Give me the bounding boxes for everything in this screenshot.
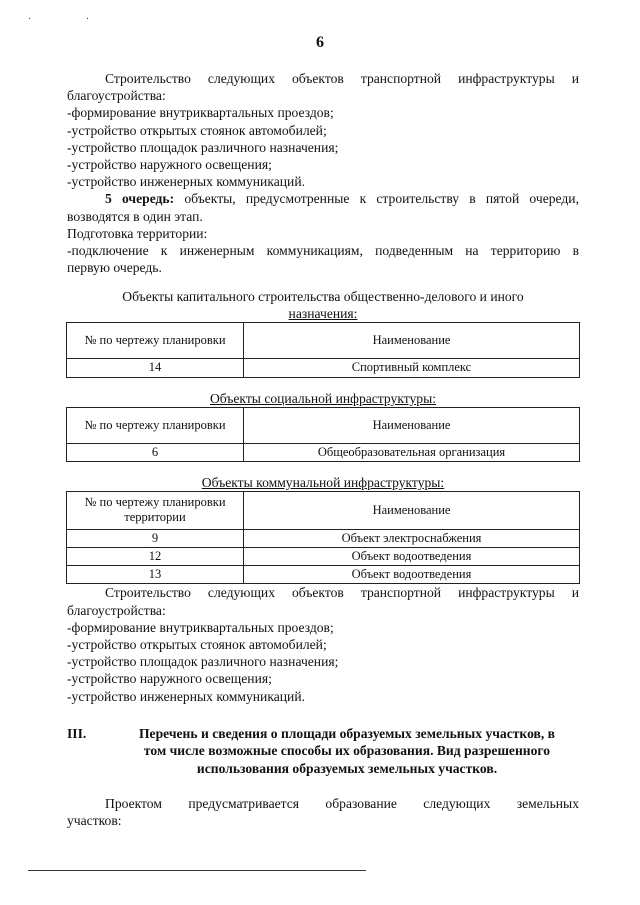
table-cell: Объект электроснабжения: [244, 529, 580, 547]
stage-text: объекты, предусмотренные к строительству в пятой очереди,: [174, 191, 579, 207]
table3-caption: Объекты коммунальной инфраструктуры:: [201, 474, 445, 490]
list-item: -устройство инженерных коммуникаций.: [67, 174, 305, 190]
footer-divider: [28, 870, 366, 871]
table-cell: 6: [67, 443, 244, 461]
block2-intro: Строительство следующих объектов транспортной инфраструктуры и: [105, 585, 579, 601]
table-row: [67, 359, 580, 377]
list-item: -устройство наружного освещения;: [67, 671, 272, 687]
header-cell: Наименование: [244, 491, 580, 529]
section-number: III.: [67, 725, 87, 741]
table-cell: 14: [67, 359, 244, 377]
table-row: [67, 566, 580, 584]
table-header-row: [67, 323, 580, 359]
list-item: -устройство площадок различного назначения;: [67, 654, 339, 670]
stage-label: 5 очередь:: [105, 191, 175, 207]
table3: [66, 491, 580, 585]
table-cell: Объект водоотведения: [244, 566, 580, 584]
table1-caption-cont: назначения:: [288, 306, 358, 322]
table-row: [67, 443, 580, 461]
scan-marks: · ·: [28, 14, 116, 25]
table-header-row: [67, 491, 580, 529]
list-item: -устройство инженерных коммуникаций.: [67, 688, 305, 704]
stage-paragraph: [67, 190, 579, 207]
block1-intro-cont: благоустройства:: [67, 88, 166, 104]
document-body: [67, 70, 579, 830]
table-cell: Объект водоотведения: [244, 548, 580, 566]
header-cell: № по чертежу планировки: [67, 407, 244, 443]
section-title: Перечень и сведения о площади образуемых земельных участков, в том числе возможные способы их образования. Вид разрешенного использования образуемых земельных участков.: [138, 725, 556, 776]
prep-text: -подключение к инженерным коммуникациям, подведенным на территорию в: [67, 243, 579, 259]
table-cell: Общеобразовательная организация: [244, 443, 580, 461]
table-row: [67, 548, 580, 566]
table1-caption: Объекты капитального строительства общественно-делового и иного: [122, 289, 524, 305]
stage-text-cont: возводятся в один этап.: [67, 208, 203, 224]
table2-caption: Объекты социальной инфраструктуры:: [209, 390, 437, 406]
prep-title: Подготовка территории:: [67, 225, 208, 241]
table2: [66, 407, 580, 462]
table-cell: 13: [67, 566, 244, 584]
list-item: -устройство открытых стоянок автомобилей;: [67, 637, 327, 653]
page-number: 6: [316, 34, 324, 51]
table-cell: Спортивный комплекс: [244, 359, 580, 377]
table-row: [67, 529, 580, 547]
list-item: -формирование внутриквартальных проездов;: [67, 105, 334, 121]
table-cell: 12: [67, 548, 244, 566]
header-cell: № по чертежу планировки: [67, 323, 244, 359]
table1: [66, 322, 580, 377]
table-header-row: [67, 407, 580, 443]
closing-paragraph: Проектом предусматривается образование следующих земельных: [105, 796, 579, 812]
header-cell: № по чертежу планировки территории: [67, 491, 244, 529]
block2-intro-cont: благоустройства:: [67, 602, 166, 618]
section-heading: [67, 725, 579, 777]
header-cell: Наименование: [244, 407, 580, 443]
list-item: -устройство площадок различного назначения;: [67, 139, 339, 155]
list-item: -устройство открытых стоянок автомобилей;: [67, 122, 327, 138]
header-cell: Наименование: [244, 323, 580, 359]
closing-paragraph-cont: участков:: [67, 813, 122, 829]
list-item: -устройство наружного освещения;: [67, 157, 272, 173]
prep-text-cont: первую очередь.: [67, 260, 162, 276]
list-item: -формирование внутриквартальных проездов;: [67, 619, 334, 635]
table-cell: 9: [67, 529, 244, 547]
block1-intro: Строительство следующих объектов транспортной инфраструктуры и: [105, 71, 579, 86]
